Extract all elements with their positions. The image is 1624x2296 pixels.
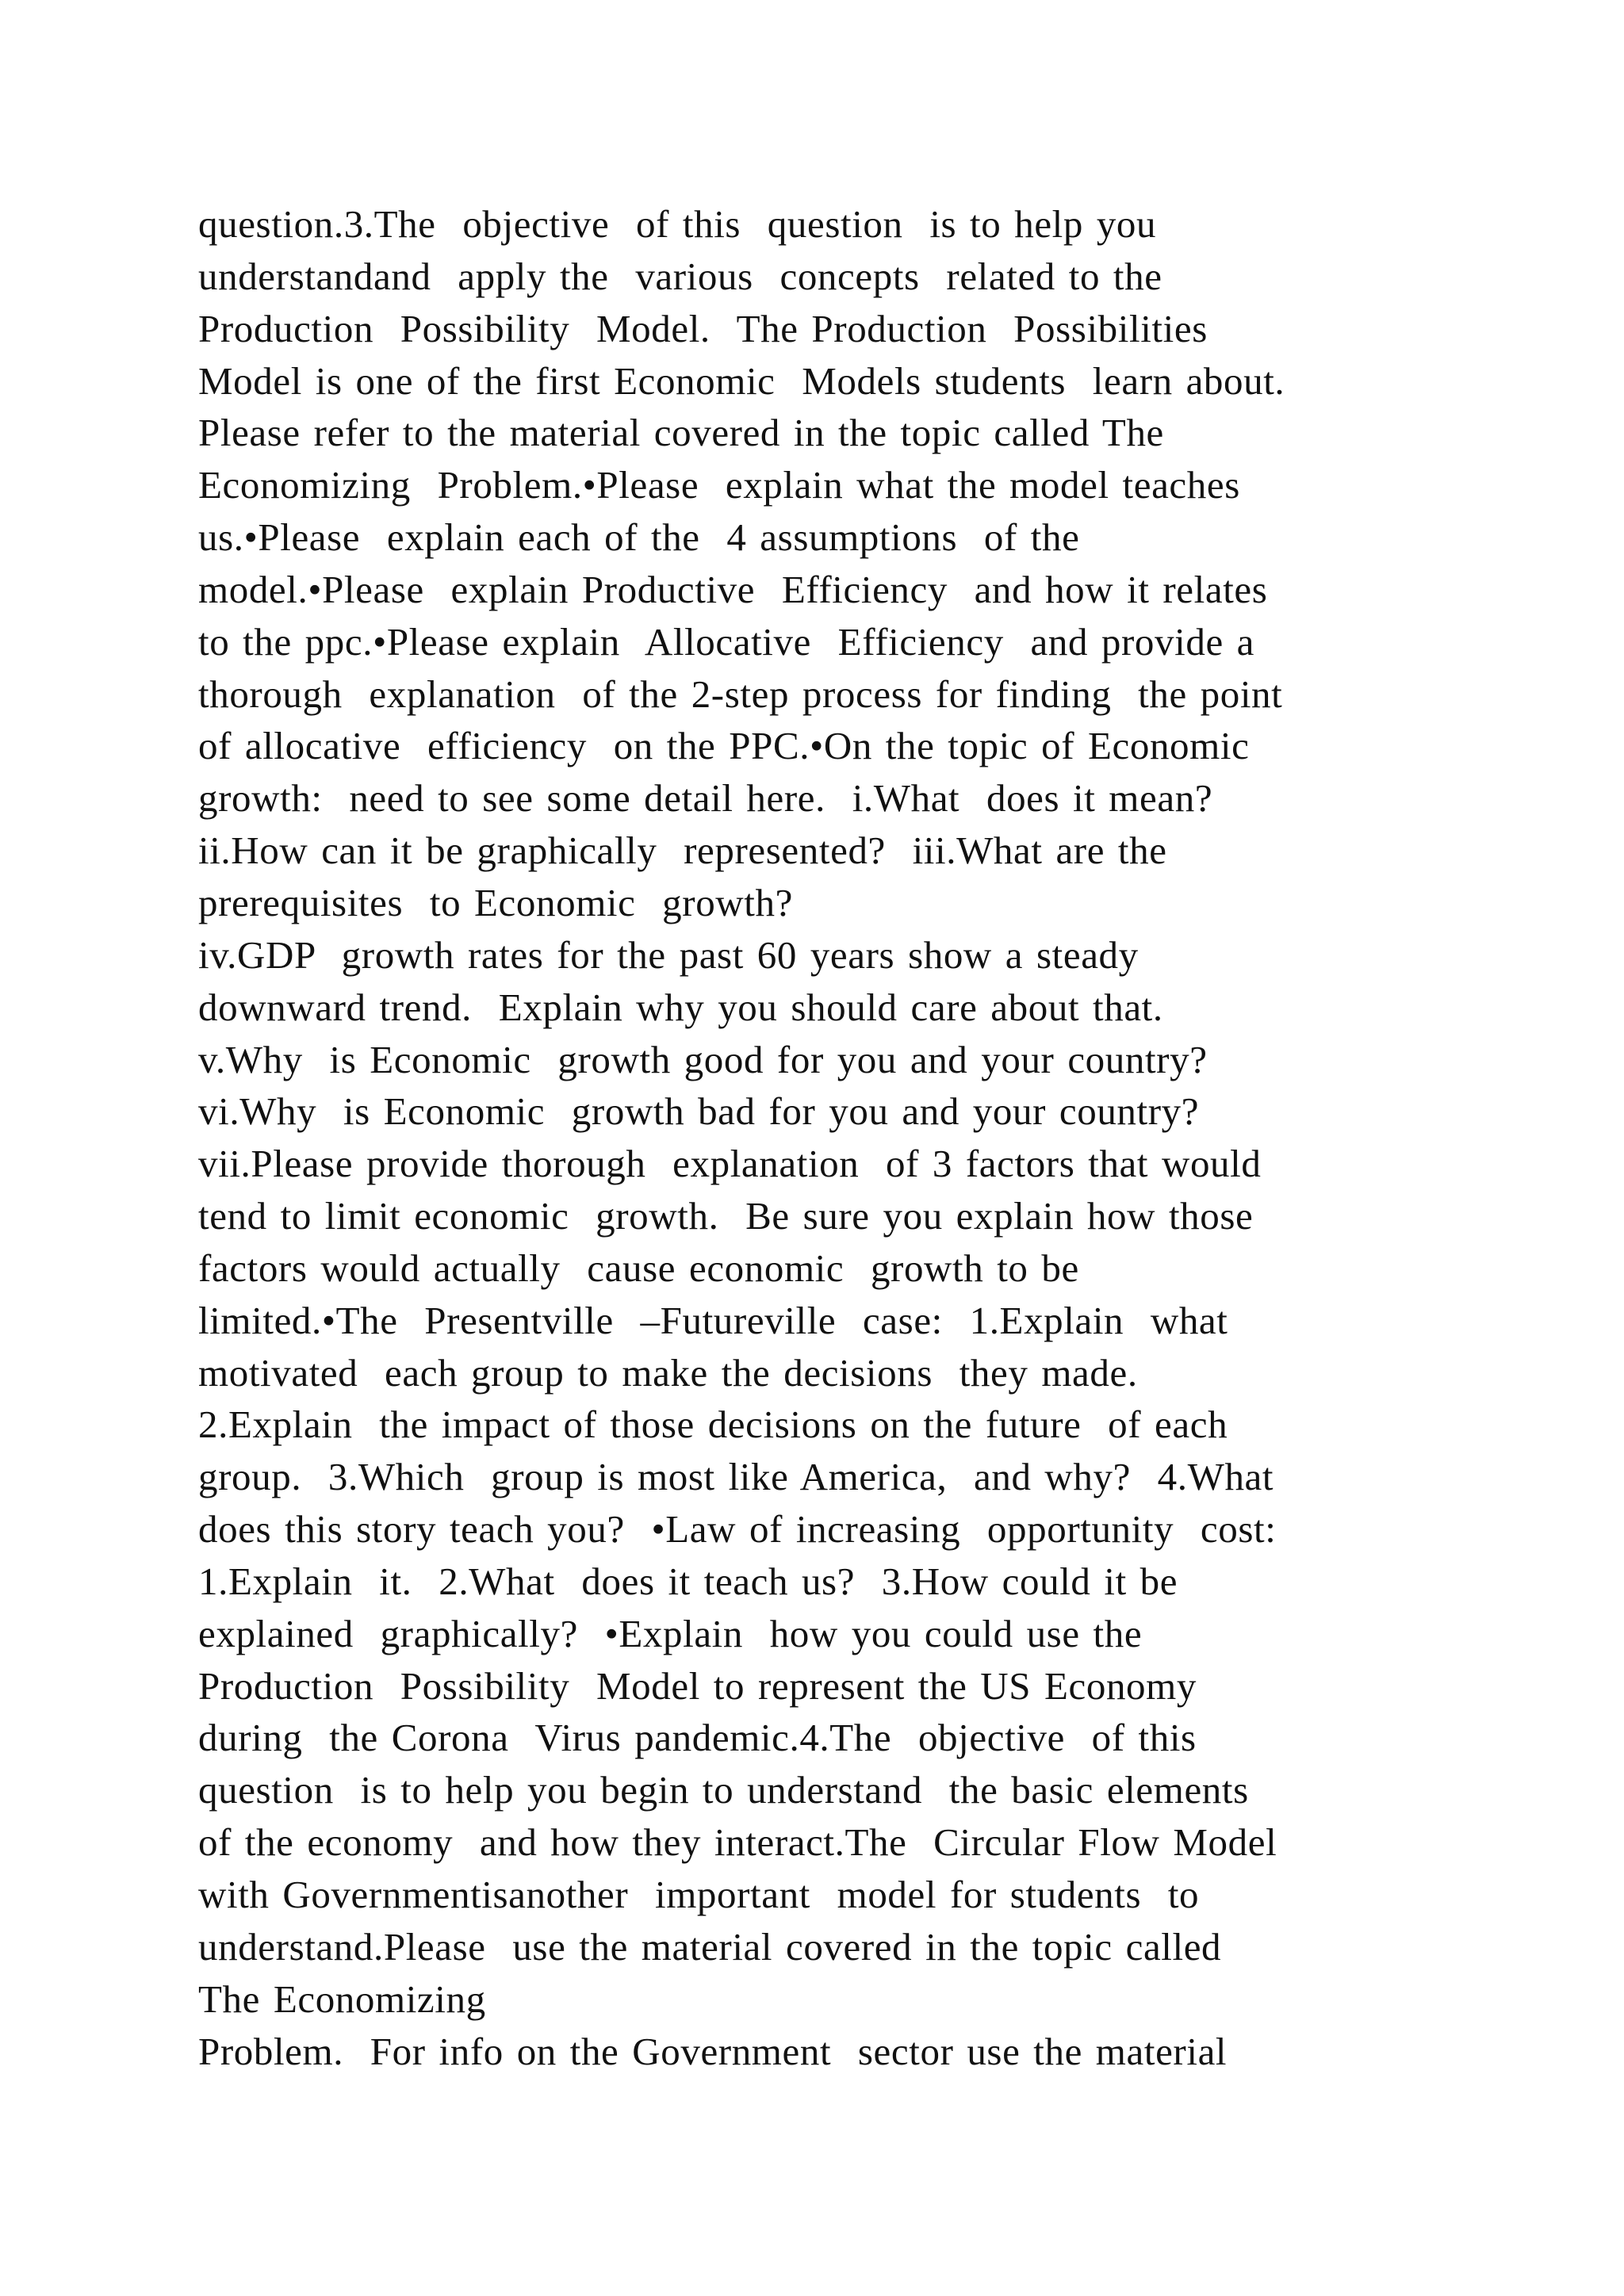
text-line: with Governmentisanother important model for students to	[198, 1873, 1200, 1916]
text-line: understand.Please use the material covered in the topic called	[198, 1924, 1222, 1969]
text-line: 1.Explain it. 2.What does it teach us? 3.How could it be	[198, 1559, 1178, 1603]
text-line: Please refer to the material covered in the topic called The	[198, 411, 1164, 455]
body-text	[198, 198, 1467, 2077]
text-line: during the Corona Virus pandemic.4.The objective of this	[198, 1716, 1197, 1760]
text-line: vii.Please provide thorough explanation of 3 factors that would	[198, 1142, 1262, 1186]
text-line: of the economy and how they interact.The Circular Flow Model	[198, 1820, 1277, 1865]
text-line: group. 3.Which group is most like America, and why? 4.What	[198, 1455, 1274, 1499]
text-line: prerequisites to Economic growth?	[198, 880, 793, 924]
text-line: explained graphically? •Explain how you could use the	[198, 1611, 1143, 1655]
text-line: The Economizing	[198, 1976, 486, 2021]
text-line: Production Possibility Model to represent the US Economy	[198, 1663, 1197, 1708]
text-line: question is to help you begin to understand the basic elements	[198, 1768, 1249, 1812]
text-line: growth: need to see some detail here. i.What does it mean?	[198, 776, 1213, 821]
text-line: model.•Please explain Productive Efficiency and how it relates	[198, 567, 1268, 611]
text-line: of allocative efficiency on the PPC.•On the topic of Economic	[198, 724, 1250, 768]
text-line: ii.How can it be graphically represented? iii.What are the	[198, 828, 1167, 873]
text-line: understandand apply the various concepts related to the	[198, 254, 1162, 298]
text-line: factors would actually cause economic growth to be	[198, 1246, 1079, 1290]
text-line: thorough explanation of the 2-step process for finding the point	[198, 672, 1283, 716]
text-line: us.•Please explain each of the 4 assumptions of the	[198, 515, 1080, 560]
text-line: Problem. For info on the Government sector use the material	[198, 2029, 1228, 2073]
text-line: downward trend. Explain why you should care about that.	[198, 985, 1163, 1029]
text-line: motivated each group to make the decisions they made.	[198, 1350, 1138, 1395]
text-line: vi.Why is Economic growth bad for you and your country?	[198, 1089, 1200, 1134]
text-line: does this story teach you? •Law of increasing opportunity cost:	[198, 1507, 1277, 1552]
text-line: tend to limit economic growth. Be sure you explain how those	[198, 1194, 1254, 1238]
text-line: limited.•The Presentville –Futureville case: 1.Explain what	[198, 1298, 1228, 1342]
text-line: 2.Explain the impact of those decisions on the future of each	[198, 1402, 1228, 1447]
text-line: Production Possibility Model. The Production Possibilities	[198, 306, 1208, 350]
text-line: question.3.The objective of this question is to help you	[198, 202, 1157, 246]
text-line: Economizing Problem.•Please explain what the model teaches	[198, 463, 1240, 507]
text-line: v.Why is Economic growth good for you and your country?	[198, 1037, 1208, 1081]
text-line: iv.GDP growth rates for the past 60 years show a steady	[198, 932, 1139, 977]
text-line: to the ppc.•Please explain Allocative Efficiency and provide a	[198, 619, 1254, 664]
text-line: Model is one of the first Economic Models students learn about.	[198, 358, 1285, 403]
